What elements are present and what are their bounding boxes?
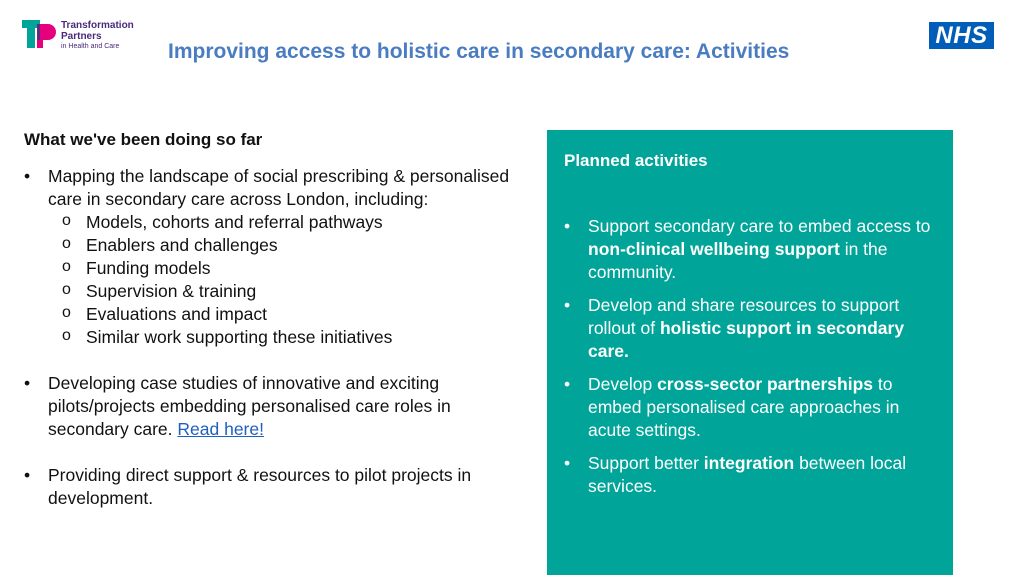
logo-line-1: Transformation	[61, 20, 134, 31]
planned-item-emphasis: non-clinical wellbeing support	[588, 239, 840, 259]
sub-item-text: Similar work supporting these initiatives	[86, 327, 393, 347]
sub-item-text: Supervision & training	[86, 281, 257, 301]
tp-logo-mark-icon	[22, 20, 58, 48]
bullet-icon: •	[24, 465, 31, 485]
circle-bullet-icon: o	[62, 304, 71, 321]
planned-item-emphasis: integration	[703, 453, 795, 473]
progress-section	[24, 129, 524, 510]
planned-item-text: in the community.	[588, 239, 888, 282]
nhs-logo-text: NHS	[935, 22, 988, 49]
nhs-logo	[929, 22, 994, 49]
progress-item-text: Developing case studies of innovative and exciting pilots/projects embedding personalised care roles in secondary care.	[48, 373, 451, 439]
bullet-icon: •	[564, 216, 571, 236]
progress-item-text: Providing direct support & resources to pilot projects in development.	[48, 465, 472, 508]
planned-item-text: Develop	[588, 374, 658, 394]
logo-line-2: Partners	[61, 31, 102, 42]
logo-line-3: in Health and Care	[61, 43, 120, 50]
planned-item-text: Support better	[588, 453, 704, 473]
sub-item-text: Enablers and challenges	[86, 235, 278, 255]
sub-item	[62, 280, 524, 303]
bullet-icon: •	[24, 166, 31, 186]
planned-item-text: to embed personalised care approaches in acute settings.	[588, 374, 900, 440]
bullet-icon: •	[564, 295, 571, 315]
circle-bullet-icon: o	[62, 258, 71, 275]
planned-item-emphasis: cross-sector partnerships	[657, 374, 873, 394]
bullet-icon: •	[564, 453, 571, 473]
planned-item	[564, 373, 942, 442]
circle-bullet-icon: o	[62, 281, 71, 298]
sub-item-text: Models, cohorts and referral pathways	[86, 212, 383, 232]
progress-item-mapping	[24, 165, 524, 349]
circle-bullet-icon: o	[62, 212, 71, 229]
planned-item-text: between local services.	[588, 453, 907, 496]
logo-wordmark	[61, 20, 134, 51]
bullet-icon: •	[24, 373, 31, 393]
sub-item	[62, 211, 524, 234]
sub-item-text: Funding models	[86, 258, 211, 278]
planned-item-emphasis: holistic support in secondary care.	[588, 318, 905, 361]
sub-item-text: Evaluations and impact	[86, 304, 267, 324]
circle-bullet-icon: o	[62, 327, 71, 344]
planned-item	[564, 215, 942, 284]
planned-activities-list	[564, 215, 942, 498]
planned-item	[564, 452, 942, 498]
planned-item-text: Develop and share resources to support rollout of	[588, 295, 900, 338]
page-title: Improving access to holistic care in secondary care: Activities	[168, 40, 790, 63]
planned-activities-panel	[547, 130, 953, 575]
sub-item	[62, 257, 524, 280]
mapping-sublist	[62, 211, 524, 349]
progress-heading: What we've been doing so far	[24, 130, 263, 149]
progress-item-direct-support	[24, 464, 524, 510]
progress-item-text: Mapping the landscape of social prescribing & personalised care in secondary care across London, including:	[48, 166, 510, 209]
planned-item-text: Support secondary care to embed access to	[588, 216, 931, 236]
sub-item	[62, 234, 524, 257]
planned-item	[564, 294, 942, 363]
progress-list	[24, 165, 524, 510]
planned-activities-heading: Planned activities	[564, 151, 708, 170]
progress-item-case-studies	[24, 372, 524, 441]
sub-item	[62, 303, 524, 326]
sub-item	[62, 326, 524, 349]
read-here-link[interactable]: Read here!	[177, 419, 264, 439]
circle-bullet-icon: o	[62, 235, 71, 252]
bullet-icon: •	[564, 374, 571, 394]
transformation-partners-logo	[22, 20, 142, 52]
